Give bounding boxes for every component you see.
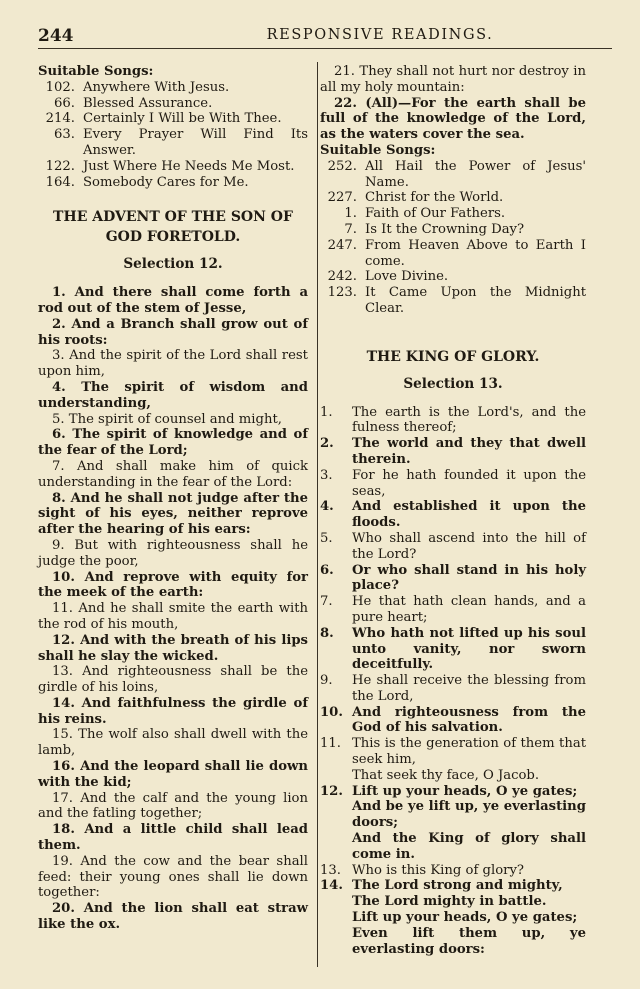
song-item: [38, 159, 308, 175]
verse-line: Who is this King of glory?: [352, 862, 524, 878]
song-number: 102.: [45, 79, 75, 95]
selection-12-verses: [38, 285, 308, 933]
verse: 2. And a Branch shall grow out of his roots:: [38, 316, 308, 348]
song-title: From Heaven Above to Earth I come.: [365, 237, 586, 269]
psalm-verse: [320, 784, 586, 863]
verse: 9. But with righteousness shall he judge the poor,: [38, 537, 308, 569]
song-number: 1.: [344, 206, 357, 222]
song-item: [38, 80, 308, 96]
verse-line: He shall receive the blessing from the Lord,: [352, 673, 586, 704]
song-number: 227.: [327, 190, 357, 206]
song-item: [320, 206, 586, 222]
song-number: 123.: [327, 285, 357, 301]
right-column: [320, 64, 586, 957]
verse-number: 8.: [320, 625, 334, 641]
running-title: RESPONSIVE READINGS.: [266, 27, 494, 43]
verse-number: 12.: [320, 783, 343, 799]
verse-line: Who hath not lifted up his soul unto vanity, nor sworn deceitfully.: [352, 625, 586, 673]
song-item: [320, 269, 586, 285]
psalm-verse: [320, 705, 586, 737]
psalm-verse: [320, 531, 586, 563]
verse-line: Lift up your heads, O ye gates;: [352, 910, 578, 926]
song-item: [38, 96, 308, 112]
verse-line: Or who shall stand in his holy place?: [352, 562, 586, 594]
verse-line: And righteousness from the God of his salvation.: [352, 704, 586, 736]
verse: 10. And reprove with equity for the meek of the earth:: [38, 569, 308, 601]
psalm-verse: [320, 405, 586, 437]
verse-line: He that hath clean hands, and a pure heart;: [352, 594, 586, 625]
psalm-verse: [320, 878, 586, 957]
song-title: Faith of Our Fathers.: [365, 206, 506, 222]
verse: 18. And a little child shall lead them.: [38, 822, 308, 854]
song-title: Somebody Cares for Me.: [83, 174, 249, 190]
verse-number: 6.: [320, 562, 334, 578]
psalm-verse: [320, 436, 586, 468]
verse-number: 4.: [320, 499, 334, 515]
psalm-verse: [320, 736, 586, 783]
song-number: 66.: [54, 95, 75, 111]
verse: 11. And he shall smite the earth with the rod of his mouth,: [38, 601, 308, 632]
verse-line: That seek thy face, O Jacob.: [352, 767, 540, 783]
right-song-list: [320, 159, 586, 317]
psalm-verse: [320, 626, 586, 673]
song-item: [320, 190, 586, 206]
suitable-songs-label: Suitable Songs:: [320, 142, 436, 158]
song-title: All Hail the Power of Jesus' Name.: [365, 158, 586, 190]
psalm-verse: [320, 863, 586, 879]
verse-line: The earth is the Lord's, and the fulness thereof;: [352, 404, 586, 436]
verse-number: 3.: [320, 467, 333, 483]
song-number: 242.: [327, 269, 357, 285]
song-item: [38, 127, 308, 159]
verse: 12. And with the breath of his lips shall he slay the wicked.: [38, 632, 308, 664]
running-header: [38, 26, 612, 49]
psalm-verse: [320, 673, 586, 705]
song-title: Christ for the World.: [365, 190, 504, 206]
verse-number: 11.: [320, 736, 341, 752]
verse-number: 7.: [320, 594, 333, 610]
song-item: [38, 175, 308, 191]
selection-13-label: Selection 13.: [403, 375, 503, 392]
psalm-verse: [320, 468, 586, 500]
verse: 13. And righteousness shall be the girdle of his loins,: [38, 664, 308, 696]
song-item: [320, 285, 586, 317]
song-item: [320, 159, 586, 191]
verse: 8. And he shall not judge after the sight of his eyes, neither reprove after the hearing of his ears:: [38, 490, 308, 538]
selection-13-verses: [320, 405, 586, 958]
song-number: 122.: [45, 158, 75, 174]
verse-line: The Lord strong and mighty,: [352, 878, 563, 894]
verse: 15. The wolf also shall dwell with the lamb,: [38, 727, 308, 759]
verse-number: 9.: [320, 673, 333, 689]
column-divider: [317, 62, 318, 967]
verse-number: 1.: [320, 404, 333, 420]
verse: 14. And faithfulness the girdle of his reins.: [38, 695, 308, 727]
verse: 6. The spirit of knowledge and of the fear of the Lord;: [38, 427, 308, 459]
song-number: 247.: [327, 237, 357, 253]
song-number: 164.: [45, 174, 75, 190]
song-number: 7.: [344, 221, 357, 237]
song-number: 63.: [54, 127, 75, 143]
song-title: Just Where He Needs Me Most.: [83, 158, 295, 174]
left-column: [38, 64, 308, 933]
song-item: [320, 238, 586, 270]
song-item: [320, 222, 586, 238]
verse-line: And be ye lift up, ye everlasting doors;: [352, 799, 586, 831]
verse: 1. And there shall come forth a rod out of the stem of Jesse,: [38, 285, 308, 316]
song-title: Every Prayer Will Find Its Answer.: [83, 127, 308, 158]
left-song-list: [38, 80, 308, 191]
verse-number: 5.: [320, 530, 333, 546]
song-title: Anywhere With Jesus.: [83, 79, 230, 95]
verse-number: 10.: [320, 704, 343, 720]
verse: 21. They shall not hurt nor destroy in all my holy mountain:: [320, 64, 586, 95]
verse-line: Even lift them up, ye everlasting doors:: [352, 925, 586, 957]
verse-line: Lift up your heads, O ye gates;: [352, 783, 578, 799]
psalm-verse: [320, 499, 586, 531]
verse-line: The Lord mighty in battle.: [352, 894, 547, 910]
song-item: [38, 111, 308, 127]
selection-12-heading: THE ADVENT OF THE SON OF GOD FORETOLD.: [53, 209, 293, 246]
verse: 19. And the cow and the bear shall feed: their young ones shall lie down together:: [38, 853, 308, 901]
psalm-verse: [320, 563, 586, 595]
verse-number: 14.: [320, 878, 343, 894]
song-title: Certainly I Will be With Thee.: [83, 111, 282, 127]
verse-line: The world and they that dwell therein.: [352, 436, 586, 467]
verse-line: And established it upon the floods.: [352, 499, 586, 531]
verse: 16. And the leopard shall lie down with the kid;: [38, 759, 308, 790]
verse: 17. And the calf and the young lion and the fatling together;: [38, 790, 308, 822]
verse: 7. And shall make him of quick understanding in the fear of the Lord:: [38, 458, 308, 490]
song-title: Blessed Assurance.: [83, 95, 213, 111]
verse-line: This is the generation of them that seek him,: [352, 736, 586, 768]
verse: 5. The spirit of counsel and might,: [52, 411, 282, 427]
selection-12-label: Selection 12.: [123, 256, 223, 273]
song-number: 214.: [45, 111, 75, 127]
verse: 22. (All)—For the earth shall be full of the knowledge of the Lord, as the waters cover the sea.: [320, 95, 586, 143]
psalm-verse: [320, 594, 586, 626]
verse: 3. And the spirit of the Lord shall rest upon him,: [38, 348, 308, 380]
verse-number: 2.: [320, 436, 334, 452]
verse: 4. The spirit of wisdom and understanding,: [38, 379, 308, 411]
selection-13-heading: THE KING OF GLORY.: [366, 348, 540, 365]
verse-line: For he hath founded it upon the seas,: [352, 467, 586, 499]
song-title: Love Divine.: [365, 269, 449, 285]
page-number: 244: [38, 26, 74, 46]
verse: 20. And the lion shall eat straw like the ox.: [38, 901, 308, 933]
verse-line: Who shall ascend into the hill of the Lord?: [352, 530, 586, 562]
song-title: It Came Upon the Midnight Clear.: [365, 285, 586, 316]
verse-number: 13.: [320, 862, 341, 878]
song-number: 252.: [327, 158, 357, 174]
suitable-songs-label: Suitable Songs:: [38, 64, 154, 79]
song-title: Is It the Crowning Day?: [365, 221, 525, 237]
verse-line: And the King of glory shall come in.: [352, 831, 586, 862]
